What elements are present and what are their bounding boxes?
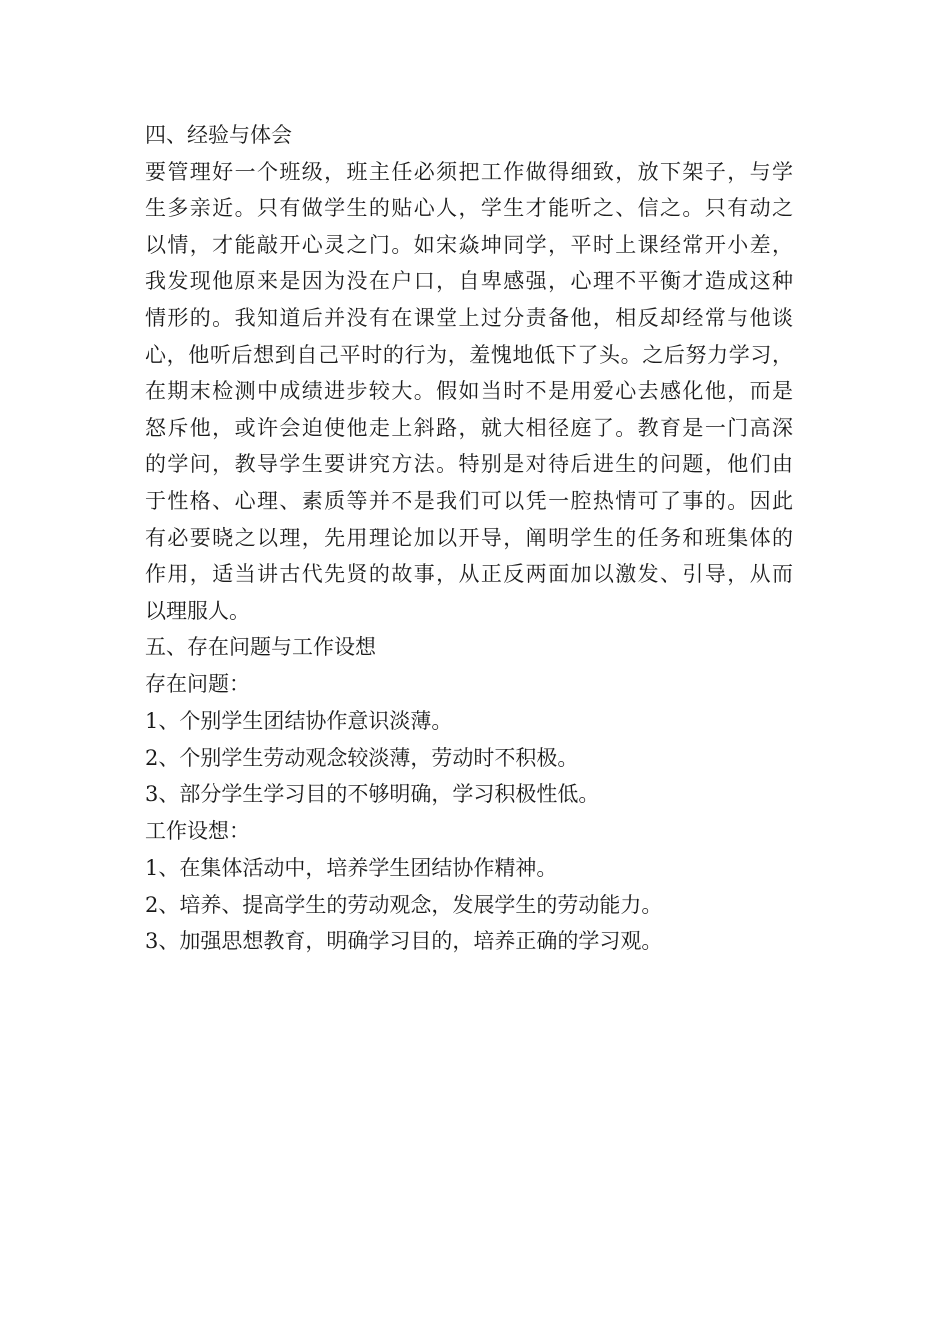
- list-item: 1、个别学生团结协作意识淡薄。: [145, 708, 453, 733]
- paragraph-line: 生多亲近。只有做学生的贴心人，学生才能听之、信之。只有动之: [145, 196, 793, 221]
- paragraph-line: 要管理好一个班级，班主任必须把工作做得细致，放下架子，与学: [145, 159, 793, 184]
- list-item: 2、个别学生劳动观念较淡薄，劳动时不积极。: [145, 745, 579, 770]
- problems-label: 存在问题：: [145, 671, 250, 696]
- document-body: [145, 117, 815, 960]
- list-item: 1、在集体活动中，培养学生团结协作精神。: [145, 855, 558, 880]
- paragraph-line: 心，他听后想到自己平时的行为，羞愧地低下了头。之后努力学习，: [145, 342, 793, 367]
- problems-list: [145, 703, 815, 813]
- plans-list: [145, 850, 815, 960]
- paragraph-line: 以情，才能敲开心灵之门。如宋焱坤同学，平时上课经常开小差，: [145, 232, 793, 257]
- list-item: 3、部分学生学习目的不够明确，学习积极性低。: [145, 782, 600, 807]
- paragraph-line: 我发现他原来是因为没在户口，自卑感强，心理不平衡才造成这种: [145, 269, 793, 294]
- paragraph-line: 作用，适当讲古代先贤的故事，从正反两面加以激发、引导，从而: [145, 562, 793, 587]
- paragraph-line: 在期末检测中成绩进步较大。假如当时不是用爱心去感化他，而是: [145, 379, 793, 404]
- paragraph-line: 怒斥他，或许会迫使他走上斜路，就大相径庭了。教育是一门高深: [145, 415, 793, 440]
- experience-paragraph: [145, 154, 815, 630]
- section-heading: 四、经验与体会: [145, 123, 292, 147]
- section-heading: 五、存在问题与工作设想: [145, 635, 376, 660]
- paragraph-line: 情形的。我知道后并没有在课堂上过分责备他，相反却经常与他谈: [145, 305, 793, 330]
- plans-label: 工作设想：: [145, 819, 250, 844]
- paragraph-line: 以理服人。: [145, 598, 250, 623]
- paragraph-line: 有必要晓之以理，先用理论加以开导，阐明学生的任务和班集体的: [145, 525, 793, 550]
- paragraph-line: 的学问，教导学生要讲究方法。特别是对待后进生的问题，他们由: [145, 452, 793, 477]
- paragraph-line: 于性格、心理、素质等并不是我们可以凭一腔热情可了事的。因此: [145, 488, 793, 513]
- list-item: 3、加强思想教育，明确学习目的，培养正确的学习观。: [145, 929, 663, 954]
- list-item: 2、培养、提高学生的劳动观念，发展学生的劳动能力。: [145, 892, 663, 917]
